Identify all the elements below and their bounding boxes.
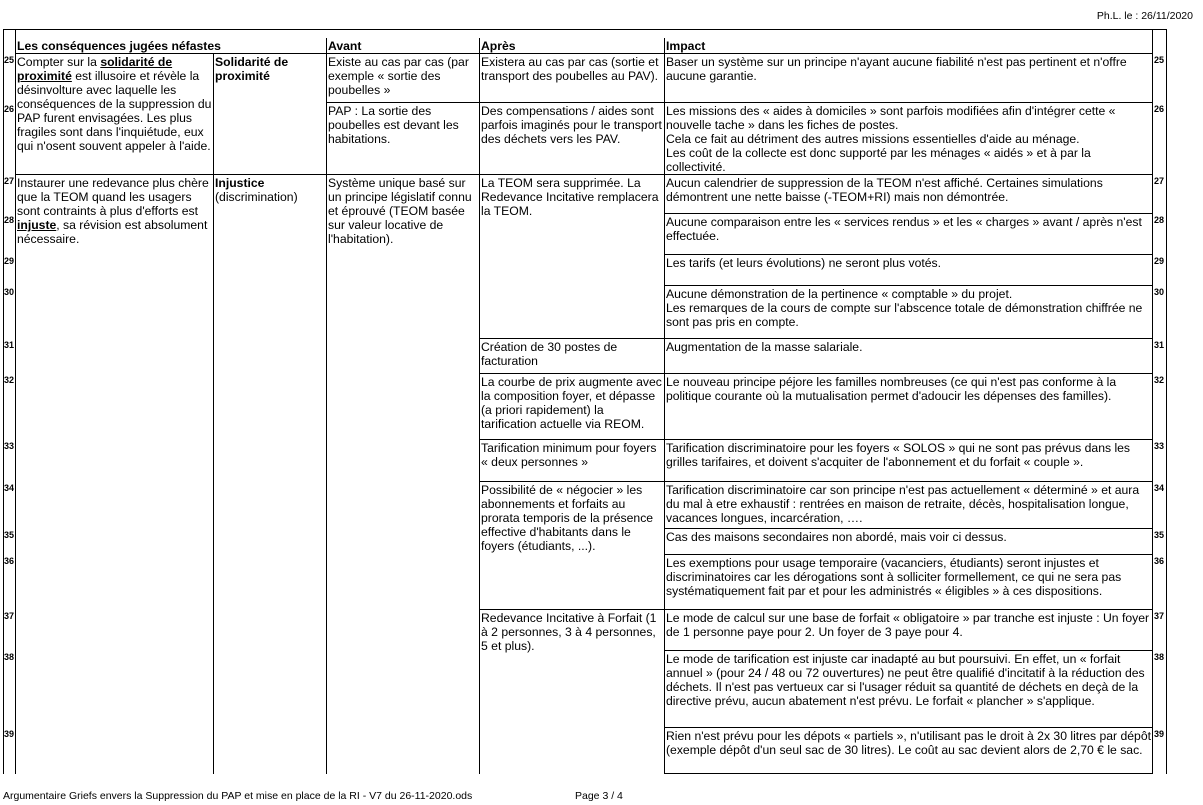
- group2-category-bold: Injustice: [215, 176, 265, 190]
- group2-category: [213, 175, 325, 215]
- apres-row-33: Tarification minimum pour foyers « deux personnes »: [481, 441, 657, 469]
- grid-h-impact-12: [664, 650, 1152, 651]
- impact-row-31: Augmentation de la masse salariale.: [666, 340, 863, 354]
- row-number-left-39: 39: [4, 729, 15, 739]
- group2-desc-post: , sa révision est absolument nécessaire.: [17, 218, 208, 246]
- impact-row-38: Le mode de tarification est injuste car inadapté au but poursuivi. En effet, un « forfait annuel » (pour 24 / 48 ou 72 ouvertures) ne peut être qualifié d'incitatif à la réduction des déchets. Il n'est pas vertueux car si l'usager réduit sa quantité de déchets en deçà de la directive prévu, aucun abatement n'est prévu. Le forfait « plancher » s'applique.: [666, 652, 1145, 708]
- apres-row-31: Création de 30 postes de facturation: [481, 340, 618, 368]
- row-number-right-32: 32: [1154, 375, 1165, 385]
- impact-row-37: Le mode de calcul sur une base de forfait « obligatoire » par tranche est injuste : Un foyer de 1 personne paye pour 2. Un foyer de 3 paye pour 4.: [666, 611, 1150, 639]
- impact-row-33: Tarification discriminatoire pour les foyers « SOLOS » qui ne sont pas prévus dans les grilles tarifaires, et doivent s'acquiter de l'abonnement et du forfait « couple ».: [666, 441, 1131, 469]
- apres-row-34: Possibilité de « négocier » les abonnements et forfaits au prorata temporis de la présence effective d'habitants dans le foyers (étudiants, ...).: [481, 483, 654, 553]
- grid-h-top: [15, 29, 1152, 30]
- impact-row-34: Tarification discriminatoire car son principe n'est pas actuellement « déterminé » et aura du mal à etre exhaustif : rentrées en maison de retraite, décès, hospitalisation longue, vacances longues, incarcération, ….: [666, 483, 1140, 525]
- grid-h-impact-6: [664, 373, 1152, 374]
- row-number-left-25: 25: [4, 55, 15, 65]
- grid-h-apres-4: [479, 439, 664, 440]
- row-number-right-30: 30: [1154, 287, 1165, 297]
- grid-v-category: [213, 54, 214, 774]
- grid-h-apres-1: [479, 174, 664, 175]
- avant-row-26: PAP : La sortie des poubelles est devant les habitations.: [328, 104, 459, 146]
- grid-h-avant-25: [326, 102, 479, 103]
- impact-row-32: Le nouveau principe péjore les familles nombreuses (ce qui n'est pas conforme à la politique courante où la mutualisation permet d'adoucir les dépenses des familles).: [666, 375, 1117, 403]
- grid-h-top-left: [3, 29, 15, 30]
- row-number-left-26: 26: [4, 104, 15, 114]
- row-number-left-29: 29: [4, 256, 15, 266]
- row-number-left-31: 31: [4, 340, 15, 350]
- row-number-left-38: 38: [4, 652, 15, 662]
- grid-h-impact-3: [664, 254, 1152, 255]
- row-number-right-27: 27: [1154, 176, 1165, 186]
- page-header-date: Ph.L. le : 26/11/2020: [1096, 10, 1193, 22]
- group1-category: Solidarité de proximité: [215, 55, 289, 83]
- apres-row-37: Redevance Incitative à Forfait (1 à 2 personnes, 3 à 4 personnes, 5 et plus).: [481, 611, 657, 653]
- group1-desc-pre: Compter sur la: [17, 55, 101, 69]
- grid-h-impact-8: [664, 481, 1152, 482]
- row-number-right-26: 26: [1154, 104, 1165, 114]
- grid-h-impact-0: [664, 102, 1152, 103]
- spreadsheet-sheet: [3, 29, 1167, 775]
- footer-filename: Argumentaire Griefs envers la Suppression du PAP et mise en place de la RI - V7 du 26-11-2020.ods: [3, 790, 473, 802]
- grid-h-apres-5: [479, 481, 664, 482]
- grid-h-bottom: [664, 773, 1152, 774]
- header-avant: Avant: [328, 39, 362, 53]
- grid-h-top-right: [1152, 29, 1167, 30]
- impact-row-39: Rien n'est prévu pour les dépots « partiels », n'utilisant pas le droit à 2x 30 litres par dépôt (exemple dépôt d'un seul sac de 30 litres). Le coût au sac devient alors de 2,70 € le sac.: [666, 729, 1151, 757]
- grid-h-impact-4: [664, 285, 1152, 286]
- row-number-left-28: 28: [4, 215, 15, 225]
- apres-row-27: La TEOM sera supprimée. La Redevance Incitative remplacera la TEOM.: [481, 176, 659, 218]
- grid-h-impact-11: [664, 609, 1152, 610]
- impact-row-29: Les tarifs (et leurs évolutions) ne seront plus votés.: [666, 256, 942, 270]
- apres-row-32: La courbe de prix augmente avec la composition foyer, et dépasse (a priori rapidement) la tarification actuelle via REOM.: [481, 375, 662, 431]
- grid-v-right-num: [1152, 29, 1153, 774]
- grid-h-impact-2: [664, 213, 1152, 214]
- grid-h-impact-7: [664, 439, 1152, 440]
- row-number-right-38: 38: [1154, 652, 1165, 662]
- grid-h-apres-2: [479, 338, 664, 339]
- grid-v-left: [3, 29, 4, 774]
- grid-v-rownum: [15, 29, 16, 774]
- row-number-right-31: 31: [1154, 340, 1165, 350]
- impact-row-30: Aucune démonstration de la pertinence « comptable » du projet. Les remarques de la cours de compte sur l'abscence totale de démonstration chiffrée ne sont pas pris en compte.: [666, 287, 1143, 329]
- header-consequences: Les conséquences jugées néfastes: [17, 39, 221, 53]
- impact-row-27: Aucun calendrier de suppression de la TEOM n'est affiché. Certaines simulations démontrent une nette baisse (-TEOM+RI) mais non démontrée.: [666, 176, 1103, 204]
- apres-row-25: Existera au cas par cas (sortie et transport des poubelles au PAV).: [481, 55, 659, 83]
- impact-row-28: Aucune comparaison entre les « services rendus » et les « charges » avant / après n'est effectuée.: [666, 215, 1142, 243]
- row-number-right-37: 37: [1154, 611, 1165, 621]
- group2-description: [15, 175, 213, 255]
- grid-v-right: [1166, 29, 1167, 774]
- group2-desc-pre: Instaurer une redevance plus chère que la TEOM quand les usagers sont contraints à plus d'efforts est: [17, 176, 209, 218]
- row-number-right-25: 25: [1154, 55, 1165, 65]
- footer-page-number: Page 3 / 4: [575, 790, 623, 802]
- grid-h-apres-0: [479, 102, 664, 103]
- grid-h-avant-26: [326, 174, 479, 175]
- grid-v-impact: [664, 38, 665, 774]
- impact-row-26: Les missions des « aides à domiciles » sont parfois modifiées afin d'intégrer cette « nouvelle tache » dans les fiches de postes. Cela ce fait au détriment des autres missions essentielles d'aide au ménage. Les coût de la collecte est donc supporté par les ménages « aidés » et à par la collectivité.: [666, 104, 1116, 174]
- grid-h-impact-10: [664, 554, 1152, 555]
- row-number-right-28: 28: [1154, 215, 1165, 225]
- grid-h-impact-1: [664, 174, 1152, 175]
- impact-row-36: Les exemptions pour usage temporaire (vacanciers, étudiants) seront injustes et discriminatoires car les dérogations sont à solliciter formellement, ce qui ne sera pas systématiquement fait par et pour les administrés « éligibles » à ces dispositions.: [666, 556, 1122, 598]
- header-impact: Impact: [666, 39, 706, 53]
- row-number-left-34: 34: [4, 483, 15, 493]
- grid-h-group: [15, 174, 326, 175]
- row-number-left-35: 35: [4, 530, 15, 540]
- row-number-right-35: 35: [1154, 530, 1165, 540]
- grid-h-header-bottom: [15, 53, 1152, 54]
- grid-h-impact-5: [664, 338, 1152, 339]
- header-apres: Après: [481, 39, 516, 53]
- row-number-left-27: 27: [4, 176, 15, 186]
- row-number-right-34: 34: [1154, 483, 1165, 493]
- row-number-left-32: 32: [4, 375, 15, 385]
- group1-desc-em: solidarité de proximité: [17, 55, 173, 83]
- group1-description: [15, 54, 213, 175]
- row-number-right-36: 36: [1154, 556, 1165, 566]
- grid-h-impact-9: [664, 528, 1152, 529]
- row-number-right-29: 29: [1154, 256, 1165, 266]
- grid-h-impact-13: [664, 727, 1152, 728]
- group1-desc-post: est illusoire et révèle la désinvolture avec laquelle les conséquences de la suppression du PAP furent envisagées. Les plus fragiles sont dans l'inquiétude, eux qui n'osent souvent appeler à l'aide.: [17, 69, 212, 153]
- apres-row-26: Des compensations / aides sont parfois imaginés pour le transport des déchets vers les PAV.: [481, 104, 662, 146]
- grid-h-apres-6: [479, 609, 664, 610]
- row-number-left-33: 33: [4, 441, 15, 451]
- grid-v-apres: [479, 38, 480, 774]
- row-number-right-39: 39: [1154, 729, 1165, 739]
- row-number-left-36: 36: [4, 556, 15, 566]
- grid-h-apres-3: [479, 373, 664, 374]
- impact-row-35: Cas des maisons secondaires non abordé, mais voir ci dessus.: [666, 530, 1007, 544]
- grid-v-avant: [326, 38, 327, 774]
- group2-desc-em: injuste: [17, 218, 57, 232]
- group2-avant: Système unique basé sur un principe législatif connu et éprouvé (TEOM basée sur valeur locative de l'habitation).: [328, 176, 472, 246]
- group2-category-rest: (discrimination): [215, 190, 298, 204]
- row-number-left-30: 30: [4, 287, 15, 297]
- avant-row-25: Existe au cas par cas (par exemple « sortie des poubelles »: [328, 55, 469, 97]
- row-number-right-33: 33: [1154, 441, 1165, 451]
- impact-row-25: Baser un système sur un principe n'ayant aucune fiabilité n'est pas pertinent et n'offre aucune garantie.: [666, 55, 1127, 83]
- row-number-left-37: 37: [4, 611, 15, 621]
